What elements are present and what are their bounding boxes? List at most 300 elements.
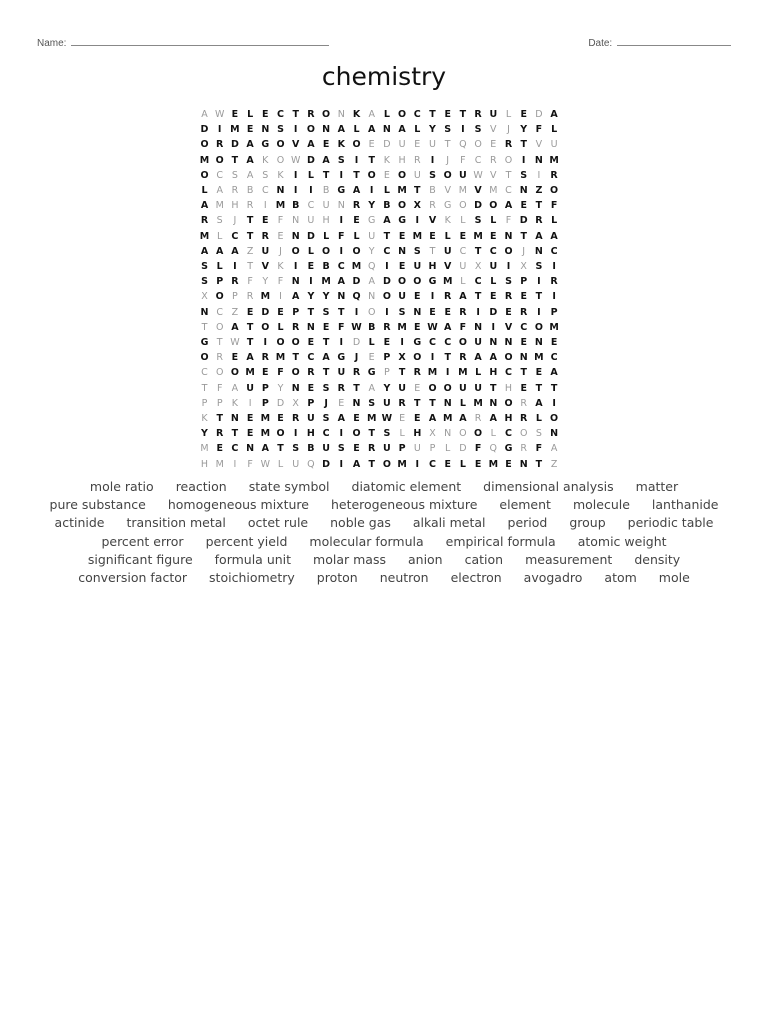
word-list-item: mole — [658, 569, 690, 585]
grid-letter: R — [216, 352, 223, 364]
word-list-item: molecular formula — [309, 533, 424, 549]
grid-letter: T — [535, 458, 543, 470]
grid-letter: F — [535, 124, 543, 136]
grid-letter: P — [550, 306, 558, 318]
grid-letter: N — [200, 306, 209, 318]
grid-letter: S — [201, 261, 208, 272]
grid-letter: S — [337, 443, 345, 455]
grid-letter: M — [260, 413, 271, 424]
grid-letter: U — [398, 382, 406, 394]
grid-letter: R — [504, 291, 513, 303]
grid-letter: X — [398, 352, 406, 364]
grid-letter: O — [443, 382, 452, 394]
grid-letter: R — [246, 200, 254, 212]
grid-letter: I — [461, 124, 465, 136]
grid-letter: O — [322, 109, 331, 120]
grid-letter: S — [322, 413, 330, 424]
name-field — [37, 36, 329, 49]
grid-letter: E — [414, 413, 421, 424]
grid-letter: I — [293, 124, 298, 136]
grid-letter: P — [384, 367, 390, 379]
grid-letter: T — [368, 428, 375, 440]
grid-letter: R — [292, 321, 300, 333]
grid-letter: C — [307, 352, 315, 364]
grid-letter: E — [414, 139, 421, 151]
grid-letter: N — [352, 397, 361, 409]
grid-letter: B — [322, 261, 330, 272]
grid-letter: K — [201, 413, 208, 424]
grid-letter: Q — [367, 261, 376, 272]
grid-letter: A — [292, 291, 300, 303]
grid-letter: O — [367, 306, 376, 318]
grid-letter: H — [428, 261, 437, 272]
grid-letter: M — [215, 200, 224, 212]
grid-letter: L — [277, 458, 284, 470]
grid-letter: I — [339, 458, 344, 470]
grid-letter: C — [444, 337, 452, 348]
grid-letter: A — [550, 367, 558, 379]
grid-letter: Y — [322, 291, 330, 303]
grid-letter: T — [322, 367, 330, 379]
grid-letter: O — [276, 428, 285, 440]
grid-letter: F — [505, 215, 512, 227]
grid-letter: U — [246, 382, 254, 394]
grid-letter: A — [307, 139, 315, 151]
grid-letter: L — [247, 109, 254, 120]
grid-letter: O — [291, 245, 300, 257]
grid-letter: E — [490, 230, 497, 242]
grid-letter: A — [368, 109, 375, 120]
grid-letter: R — [292, 413, 300, 424]
word-list-item: octet rule — [247, 515, 309, 531]
grid-letter: F — [338, 321, 345, 333]
grid-letter: T — [292, 109, 299, 120]
grid-letter: A — [368, 382, 375, 394]
word-list-item: diatomic element — [351, 479, 462, 494]
grid-letter: C — [429, 337, 436, 348]
grid-letter: H — [322, 215, 330, 227]
grid-letter: R — [383, 321, 391, 333]
grid-letter: D — [459, 443, 467, 455]
grid-letter: T — [231, 428, 239, 440]
grid-letter: T — [414, 185, 421, 196]
grid-letter: Y — [307, 291, 315, 303]
grid-letter: O — [489, 200, 498, 212]
word-list-item: noble gas — [330, 515, 391, 531]
grid-letter: F — [247, 276, 253, 288]
grid-letter: O — [352, 139, 361, 151]
grid-letter: C — [459, 245, 467, 257]
grid-letter: T — [429, 245, 436, 257]
grid-letter: I — [369, 185, 374, 196]
grid-letter: U — [383, 443, 391, 455]
word-list-line — [30, 514, 738, 532]
grid-letter: H — [398, 154, 406, 166]
grid-letter: M — [488, 458, 499, 470]
grid-letter: W — [351, 321, 362, 333]
grid-letter: D — [200, 124, 209, 136]
grid-letter: A — [337, 124, 345, 136]
grid-letter: L — [460, 276, 466, 288]
grid-letter: J — [446, 154, 450, 166]
grid-letter: H — [306, 428, 315, 440]
grid-letter: V — [474, 185, 482, 196]
grid-letter: E — [444, 306, 451, 318]
grid-letter: I — [248, 397, 252, 409]
grid-letter: O — [200, 139, 209, 151]
grid-letter: O — [398, 169, 407, 181]
grid-letter: H — [200, 458, 209, 470]
grid-letter: O — [382, 291, 391, 303]
grid-letter: C — [550, 245, 558, 257]
grid-letter: M — [275, 200, 286, 212]
grid-letter: D — [322, 458, 331, 470]
grid-letter: P — [216, 397, 223, 409]
grid-letter: N — [413, 306, 422, 318]
grid-letter: E — [414, 321, 421, 333]
grid-letter: O — [428, 382, 437, 394]
grid-letter: H — [504, 382, 513, 394]
grid-letter: R — [261, 352, 269, 364]
grid-letter: E — [429, 230, 436, 242]
grid-letter: O — [504, 352, 513, 364]
grid-letter: O — [291, 367, 300, 379]
grid-letter: S — [429, 169, 436, 181]
grid-letter: A — [200, 200, 209, 212]
grid-letter: T — [490, 382, 497, 394]
grid-letter: E — [535, 367, 543, 379]
grid-letter: E — [520, 382, 527, 394]
grid-letter: I — [293, 428, 298, 440]
grid-letter: N — [474, 321, 483, 333]
grid-letter: C — [307, 200, 315, 212]
grid-letter: D — [276, 397, 285, 409]
grid-letter: L — [459, 458, 466, 470]
grid-letter: R — [444, 291, 452, 303]
word-list-item: avogadro — [523, 569, 583, 585]
grid-letter: Q — [352, 291, 361, 303]
grid-letter: E — [444, 458, 451, 470]
grid-letter: N — [292, 215, 300, 227]
grid-letter: I — [339, 245, 344, 257]
grid-letter: O — [200, 169, 209, 181]
grid-letter: F — [535, 443, 543, 455]
grid-letter: O — [443, 169, 452, 181]
grid-letter: M — [260, 291, 271, 303]
grid-letter: V — [428, 215, 437, 227]
grid-letter: D — [306, 230, 315, 242]
grid-letter: I — [339, 428, 344, 440]
grid-letter: V — [444, 185, 451, 196]
grid-letter: N — [337, 109, 345, 120]
grid-letter: T — [277, 443, 284, 455]
grid-letter: T — [474, 245, 482, 257]
word-list-item: reaction — [175, 479, 227, 494]
grid-letter: V — [292, 139, 300, 151]
grid-letter: O — [367, 169, 376, 181]
grid-letter: D — [383, 139, 391, 151]
grid-letter: A — [368, 124, 376, 136]
grid-letter: S — [201, 276, 208, 288]
grid-letter: I — [217, 124, 222, 136]
grid-letter: A — [216, 245, 224, 257]
grid-letter: E — [399, 413, 406, 424]
grid-letter: S — [398, 306, 406, 318]
grid-letter: N — [291, 230, 300, 242]
name-label: Name: — [37, 38, 67, 49]
grid-letter: M — [397, 321, 407, 333]
grid-letter: U — [459, 382, 467, 394]
grid-letter: C — [505, 367, 512, 379]
grid-letter: C — [474, 276, 482, 288]
grid-letter: U — [489, 109, 498, 120]
grid-letter: L — [383, 185, 390, 196]
word-list-item: percent error — [101, 533, 184, 549]
grid-letter: L — [444, 230, 451, 242]
grid-letter: A — [231, 321, 239, 333]
grid-letter: R — [520, 443, 527, 455]
grid-letter: E — [307, 337, 315, 348]
word-list-line — [30, 478, 738, 496]
grid-letter: C — [505, 185, 512, 196]
word-list-item: periodic table — [627, 515, 714, 531]
grid-letter: D — [352, 276, 361, 288]
grid-letter: O — [215, 321, 224, 333]
grid-letter: T — [353, 169, 360, 181]
grid-letter: M — [473, 397, 483, 409]
page-title: chemistry — [321, 62, 447, 91]
grid-letter: T — [216, 337, 223, 348]
grid-letter: T — [322, 337, 330, 348]
grid-letter: C — [337, 261, 345, 272]
word-list-item: formula unit — [214, 551, 292, 567]
grid-letter: O — [215, 291, 224, 303]
grid-letter: W — [214, 109, 225, 120]
grid-letter: L — [414, 124, 421, 136]
grid-letter: U — [443, 245, 452, 257]
grid-letter: M — [199, 230, 210, 242]
grid-letter: T — [246, 215, 254, 227]
grid-letter: A — [444, 321, 452, 333]
grid-letter: E — [246, 413, 254, 424]
grid-letter: R — [216, 428, 224, 440]
grid-letter: I — [552, 291, 556, 303]
grid-letter: O — [230, 367, 239, 379]
grid-letter: R — [307, 367, 315, 379]
grid-letter: L — [445, 443, 451, 455]
grid-letter: N — [534, 245, 543, 257]
grid-letter: V — [504, 321, 513, 333]
grid-letter: R — [520, 306, 528, 318]
grid-letter: R — [261, 230, 269, 242]
grid-letter: F — [460, 154, 466, 166]
word-list-item: group — [569, 515, 606, 531]
grid-letter: P — [232, 291, 238, 303]
grid-letter: G — [444, 200, 452, 212]
grid-letter: N — [534, 154, 543, 166]
word-list-item: conversion factor — [78, 569, 188, 585]
grid-letter: E — [307, 261, 315, 272]
word-list-item: neutron — [379, 569, 429, 585]
grid-letter: O — [398, 200, 407, 212]
grid-letter: L — [217, 230, 223, 242]
grid-letter: X — [292, 397, 299, 409]
grid-letter: E — [520, 200, 527, 212]
grid-letter: R — [520, 413, 528, 424]
grid-letter: C — [216, 306, 223, 318]
grid-letter: T — [368, 458, 375, 470]
grid-letter: M — [534, 352, 544, 364]
grid-letter: A — [246, 154, 254, 166]
grid-letter: E — [414, 291, 421, 303]
word-list-item: empirical formula — [445, 533, 556, 549]
grid-letter: F — [277, 276, 284, 288]
grid-letter: S — [216, 215, 223, 227]
grid-letter: L — [459, 397, 466, 409]
grid-letter: A — [398, 124, 406, 136]
grid-letter: E — [322, 139, 330, 151]
grid-letter: U — [429, 139, 436, 151]
grid-letter: S — [277, 124, 284, 136]
grid-letter: W — [427, 321, 438, 333]
grid-letter: W — [230, 337, 240, 348]
grid-letter: G — [413, 337, 422, 348]
grid-letter: W — [290, 154, 301, 166]
grid-letter: C — [429, 458, 436, 470]
grid-letter: C — [489, 245, 497, 257]
grid-letter: N — [337, 200, 345, 212]
grid-letter: E — [383, 169, 390, 181]
grid-letter: O — [215, 154, 224, 166]
grid-letter: A — [459, 413, 467, 424]
grid-letter: H — [231, 200, 239, 212]
grid-letter: A — [322, 352, 330, 364]
grid-letter: R — [504, 139, 513, 151]
grid-letter: T — [444, 352, 451, 364]
grid-letter: I — [415, 458, 420, 470]
grid-letter: L — [490, 276, 497, 288]
grid-letter: S — [322, 306, 330, 318]
grid-letter: A — [261, 443, 269, 455]
grid-letter: N — [322, 124, 331, 136]
grid-letter: A — [201, 109, 208, 120]
grid-letter: M — [245, 367, 255, 379]
grid-letter: D — [306, 154, 315, 166]
word-list-item: density — [634, 551, 681, 567]
grid-letter: N — [519, 458, 528, 470]
grid-letter: T — [231, 154, 239, 166]
grid-letter: U — [413, 443, 421, 455]
word-list-item: state symbol — [248, 479, 330, 494]
grid-letter: I — [400, 337, 404, 348]
grid-letter: I — [552, 397, 556, 409]
grid-letter: J — [354, 352, 359, 364]
grid-letter: E — [414, 382, 421, 394]
grid-letter: I — [521, 154, 526, 166]
grid-letter: S — [413, 245, 421, 257]
grid-letter: A — [428, 413, 437, 424]
grid-letter: H — [489, 367, 498, 379]
grid-letter: R — [231, 276, 239, 288]
grid-letter: O — [474, 428, 483, 440]
grid-letter: A — [246, 139, 254, 151]
grid-letter: I — [415, 215, 420, 227]
grid-letter: N — [382, 124, 391, 136]
grid-letter: E — [398, 261, 406, 272]
grid-letter: I — [233, 261, 237, 272]
grid-letter: R — [352, 367, 361, 379]
grid-letter: M — [351, 261, 362, 272]
grid-letter: I — [552, 261, 556, 272]
grid-letter: T — [444, 139, 451, 151]
word-list-line — [30, 496, 738, 514]
grid-letter: M — [458, 367, 468, 379]
grid-letter: I — [354, 154, 359, 166]
grid-letter: C — [216, 169, 223, 181]
grid-letter: I — [339, 337, 344, 348]
grid-letter: T — [520, 367, 527, 379]
grid-letter: O — [413, 352, 422, 364]
name-blank-line — [71, 36, 329, 46]
grid-letter: U — [307, 215, 315, 227]
grid-letter: C — [474, 154, 482, 166]
grid-letter: J — [522, 245, 526, 257]
grid-letter: T — [353, 382, 360, 394]
grid-letter: O — [519, 428, 528, 440]
grid-letter: O — [504, 154, 513, 166]
grid-letter: I — [309, 276, 313, 288]
grid-letter: D — [489, 306, 498, 318]
grid-letter: U — [261, 245, 270, 257]
grid-letter: M — [199, 154, 210, 166]
grid-letter: A — [322, 154, 330, 166]
grid-letter: J — [324, 397, 328, 409]
grid-letter: V — [535, 139, 543, 151]
grid-letter: G — [398, 215, 406, 227]
grid-letter: O — [550, 185, 559, 196]
grid-letter: A — [489, 352, 497, 364]
grid-letter: Z — [246, 245, 254, 257]
grid-letter: T — [201, 382, 208, 394]
grid-letter: E — [277, 230, 284, 242]
word-list-item: electron — [450, 569, 502, 585]
grid-letter: O — [459, 428, 467, 440]
grid-letter: L — [353, 124, 360, 136]
grid-letter: M — [549, 154, 559, 166]
grid-letter: I — [430, 154, 435, 166]
grid-letter: E — [231, 109, 239, 120]
grid-letter: M — [473, 230, 483, 242]
grid-letter: S — [368, 397, 376, 409]
grid-letter: R — [489, 154, 497, 166]
grid-letter: R — [550, 276, 558, 288]
grid-letter: A — [383, 215, 391, 227]
grid-letter: O — [382, 458, 391, 470]
grid-letter: N — [504, 230, 513, 242]
word-list-item: molar mass — [313, 551, 386, 567]
grid-letter: I — [506, 261, 511, 272]
grid-letter: E — [353, 215, 360, 227]
grid-letter: L — [201, 185, 208, 196]
grid-letter: A — [352, 185, 361, 196]
grid-letter: S — [505, 276, 512, 288]
grid-letter: K — [277, 169, 284, 181]
grid-letter: U — [474, 382, 482, 394]
grid-letter: M — [489, 185, 498, 196]
grid-letter: T — [535, 382, 543, 394]
grid-letter: O — [398, 276, 407, 288]
grid-letter: I — [445, 367, 450, 379]
